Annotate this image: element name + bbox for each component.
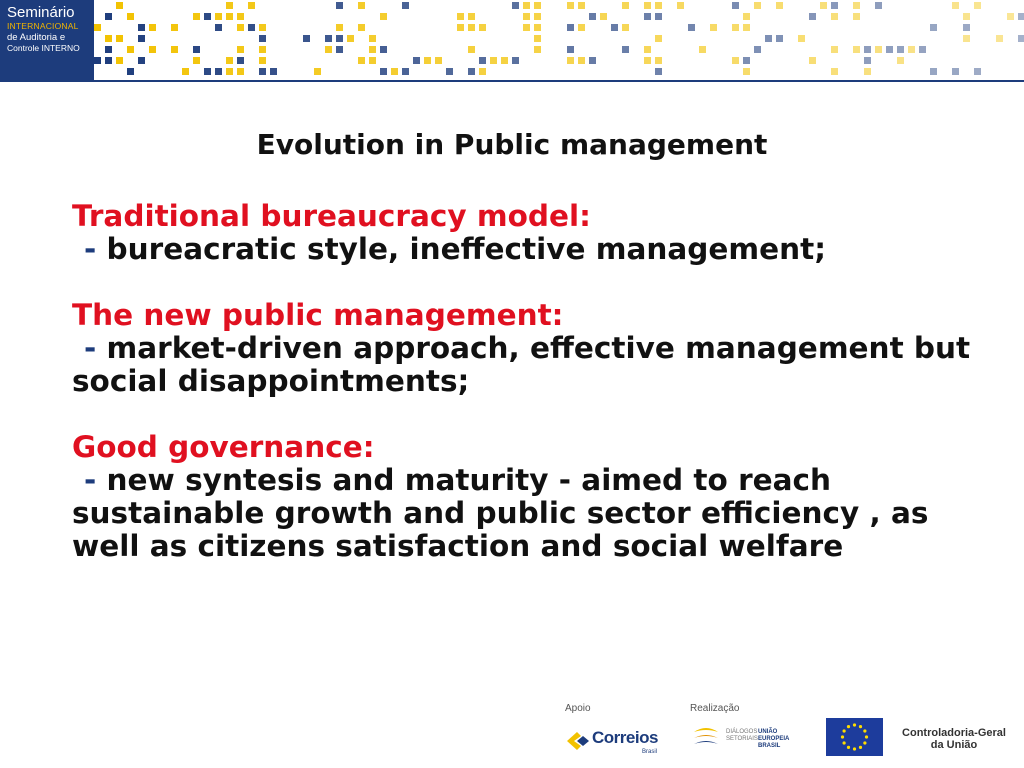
apoio-label: Apoio (565, 703, 591, 714)
dialogos-setoriais-logo (690, 724, 810, 754)
correios-sub: Brasil (642, 749, 658, 755)
dash-bullet: - (84, 232, 97, 266)
dialogos-swirl-icon (690, 724, 722, 750)
dash-bullet: - (84, 463, 97, 497)
section-item-text: market-driven approach, effective management but social disappointments; (72, 331, 971, 398)
section-heading: Good governance: (72, 430, 375, 464)
cgu-line-1: Controladoria-Geral (902, 727, 1006, 739)
dialogos-line-1: DIÁLOGOS (726, 729, 758, 735)
slide-title: Evolution in Public management (256, 128, 768, 161)
correios-logo (565, 722, 665, 758)
section-item (72, 464, 972, 563)
logo-line-3: de Auditoria e (7, 32, 66, 43)
section-item (72, 233, 972, 266)
ue-text (758, 729, 810, 750)
logo-line-2: INTERNACIONAL (7, 21, 79, 31)
ue-line-1: UNIÃO EUROPEIA (758, 729, 790, 742)
header-divider (0, 80, 1024, 82)
logo-line-4: Controle INTERNO (7, 43, 80, 53)
correios-mark-icon (565, 730, 591, 752)
seminar-logo (0, 0, 94, 80)
cgu-logo (895, 727, 1013, 751)
section-item (72, 332, 972, 398)
correios-name: Correios (592, 728, 658, 747)
section-item-text: bureacratic style, ineffective management; (106, 232, 827, 266)
section-item-text: new syntesis and maturity - aimed to reach sustainable growth and public sector efficiency , as well as citizens satisfaction and social welfare (72, 463, 929, 563)
section-heading: Traditional bureaucracy model: (72, 199, 591, 233)
section-good-governance (72, 431, 972, 563)
section-heading: The new public management: (72, 298, 564, 332)
dialogos-line-2: SETORIAIS (726, 736, 758, 742)
cgu-line-2: da União (930, 739, 978, 751)
ue-line-2: BRASIL (758, 743, 781, 749)
dash-bullet: - (84, 331, 97, 365)
logo-line-1: Seminário (7, 4, 75, 21)
realizacao-label: Realização (690, 703, 740, 714)
eu-flag-icon (826, 718, 883, 756)
dialogos-text (726, 729, 758, 743)
section-new-public-management (72, 299, 972, 398)
slide-header (0, 0, 1024, 82)
section-traditional-bureaucracy (72, 200, 972, 266)
decorative-pixel-pattern (94, 0, 1024, 80)
slide-content (72, 200, 972, 596)
